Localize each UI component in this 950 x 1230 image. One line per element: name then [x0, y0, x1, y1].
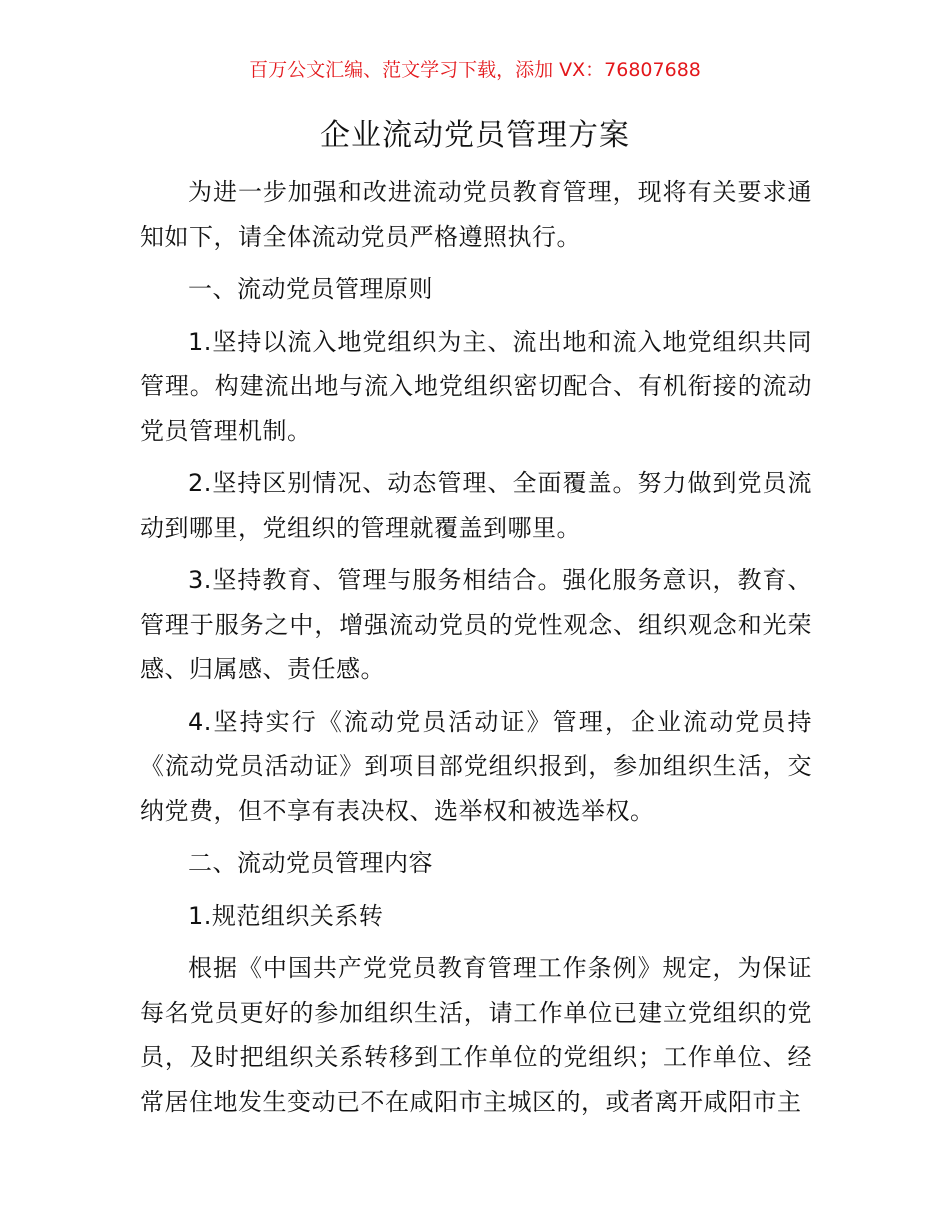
content-item-1-paragraph: 根据《中国共产党党员教育管理工作条例》规定，为保证每名党员更好的参加组织生活，请工作单位已建立党组织的党员，及时把组织关系转移到工作单位的党组织；工作单位、经常居住地发生变动已不在咸阳市主城区的，或者离开咸阳市主: [140, 954, 812, 1116]
header-note: 百万公文汇编、范文学习下载，添加 VX：76807688: [249, 59, 701, 81]
document-title: 企业流动党员管理方案: [320, 118, 630, 153]
content-item-1-heading: 1.规范组织关系转: [188, 901, 384, 930]
section-heading-principles: 一、流动党员管理原则: [188, 275, 433, 303]
section-heading-content: 二、流动党员管理内容: [188, 849, 433, 877]
principle-item-1: 1.坚持以流入地党组织为主、流出地和流入地党组织共同管理。构建流出地与流入地党组织密切配合、有机衔接的流动党员管理机制。: [140, 327, 812, 445]
intro-paragraph: 为进一步加强和改进流动党员教育管理，现将有关要求通知如下，请全体流动党员严格遵照执行。: [140, 178, 812, 251]
principle-item-4: 4.坚持实行《流动党员活动证》管理，企业流动党员持《流动党员活动证》到项目部党组织报到，参加组织生活，交纳党费，但不享有表决权、选举权和被选举权。: [140, 707, 812, 825]
document-body: [140, 170, 812, 1132]
principle-item-2: 2.坚持区别情况、动态管理、全面覆盖。努力做到党员流动到哪里，党组织的管理就覆盖到哪里。: [140, 469, 812, 542]
principle-item-3: 3.坚持教育、管理与服务相结合。强化服务意识，教育、管理于服务之中，增强流动党员的党性观念、组织观念和光荣感、归属感、责任感。: [140, 566, 812, 683]
